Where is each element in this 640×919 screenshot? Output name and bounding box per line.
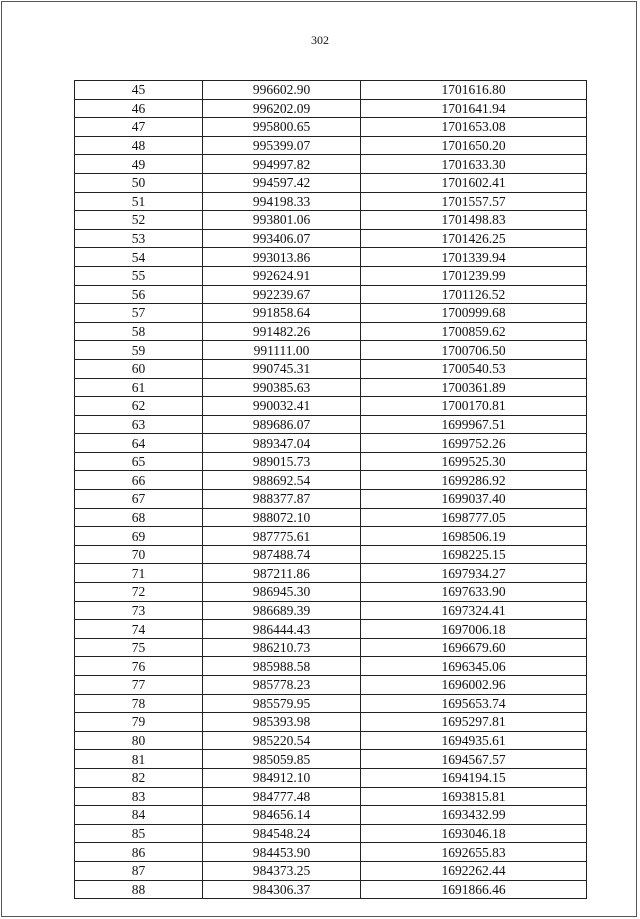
table-row	[75, 564, 587, 583]
y-coordinate-cell: 1693432.99	[361, 806, 587, 825]
x-coordinate-cell: 993801.06	[203, 211, 361, 230]
table-row	[75, 266, 587, 285]
table-row	[75, 787, 587, 806]
point-number-cell: 60	[75, 359, 203, 378]
x-coordinate-cell: 986210.73	[203, 638, 361, 657]
point-number-cell: 68	[75, 508, 203, 527]
table-row	[75, 304, 587, 323]
table-row	[75, 452, 587, 471]
point-number-cell: 62	[75, 397, 203, 416]
x-coordinate-cell: 989686.07	[203, 415, 361, 434]
table-row	[75, 471, 587, 490]
x-coordinate-cell: 984656.14	[203, 806, 361, 825]
point-number-cell: 51	[75, 192, 203, 211]
y-coordinate-cell: 1691866.46	[361, 880, 587, 899]
table-row	[75, 211, 587, 230]
table-row	[75, 527, 587, 546]
table-row	[75, 694, 587, 713]
x-coordinate-cell: 996202.09	[203, 99, 361, 118]
y-coordinate-cell: 1701339.94	[361, 248, 587, 267]
table-row	[75, 657, 587, 676]
table-row	[75, 620, 587, 639]
x-coordinate-cell: 985393.98	[203, 713, 361, 732]
x-coordinate-cell: 985579.95	[203, 694, 361, 713]
point-number-cell: 57	[75, 304, 203, 323]
x-coordinate-cell: 985059.85	[203, 750, 361, 769]
point-number-cell: 74	[75, 620, 203, 639]
point-number-cell: 81	[75, 750, 203, 769]
table-row	[75, 81, 587, 100]
point-number-cell: 69	[75, 527, 203, 546]
y-coordinate-cell: 1698225.15	[361, 545, 587, 564]
x-coordinate-cell: 992239.67	[203, 285, 361, 304]
x-coordinate-cell: 996602.90	[203, 81, 361, 100]
table-row	[75, 768, 587, 787]
x-coordinate-cell: 985988.58	[203, 657, 361, 676]
y-coordinate-cell: 1695653.74	[361, 694, 587, 713]
y-coordinate-cell: 1697006.18	[361, 620, 587, 639]
table-row	[75, 713, 587, 732]
coordinates-table-body	[75, 81, 587, 899]
y-coordinate-cell: 1699037.40	[361, 490, 587, 509]
point-number-cell: 65	[75, 452, 203, 471]
x-coordinate-cell: 991111.00	[203, 341, 361, 360]
table-row	[75, 731, 587, 750]
table-row	[75, 861, 587, 880]
point-number-cell: 59	[75, 341, 203, 360]
y-coordinate-cell: 1692262.44	[361, 861, 587, 880]
point-number-cell: 73	[75, 601, 203, 620]
x-coordinate-cell: 992624.91	[203, 266, 361, 285]
table-row	[75, 229, 587, 248]
x-coordinate-cell: 995800.65	[203, 118, 361, 137]
y-coordinate-cell: 1699967.51	[361, 415, 587, 434]
x-coordinate-cell: 990745.31	[203, 359, 361, 378]
y-coordinate-cell: 1701498.83	[361, 211, 587, 230]
point-number-cell: 77	[75, 676, 203, 695]
y-coordinate-cell: 1696002.96	[361, 676, 587, 695]
x-coordinate-cell: 990032.41	[203, 397, 361, 416]
point-number-cell: 82	[75, 768, 203, 787]
page-number: 302	[311, 33, 329, 47]
table-row	[75, 173, 587, 192]
point-number-cell: 48	[75, 136, 203, 155]
point-number-cell: 50	[75, 173, 203, 192]
point-number-cell: 56	[75, 285, 203, 304]
x-coordinate-cell: 984912.10	[203, 768, 361, 787]
point-number-cell: 63	[75, 415, 203, 434]
coordinates-table	[74, 80, 587, 899]
y-coordinate-cell: 1694194.15	[361, 768, 587, 787]
point-number-cell: 88	[75, 880, 203, 899]
x-coordinate-cell: 987775.61	[203, 527, 361, 546]
point-number-cell: 71	[75, 564, 203, 583]
y-coordinate-cell: 1701426.25	[361, 229, 587, 248]
point-number-cell: 79	[75, 713, 203, 732]
table-row	[75, 545, 587, 564]
y-coordinate-cell: 1701633.30	[361, 155, 587, 174]
point-number-cell: 61	[75, 378, 203, 397]
x-coordinate-cell: 990385.63	[203, 378, 361, 397]
point-number-cell: 78	[75, 694, 203, 713]
table-row	[75, 248, 587, 267]
x-coordinate-cell: 984548.24	[203, 824, 361, 843]
point-number-cell: 86	[75, 843, 203, 862]
x-coordinate-cell: 989347.04	[203, 434, 361, 453]
x-coordinate-cell: 994198.33	[203, 192, 361, 211]
point-number-cell: 53	[75, 229, 203, 248]
table-row	[75, 155, 587, 174]
y-coordinate-cell: 1699286.92	[361, 471, 587, 490]
table-row	[75, 750, 587, 769]
table-row	[75, 341, 587, 360]
y-coordinate-cell: 1700170.81	[361, 397, 587, 416]
x-coordinate-cell: 993406.07	[203, 229, 361, 248]
y-coordinate-cell: 1701239.99	[361, 266, 587, 285]
point-number-cell: 52	[75, 211, 203, 230]
y-coordinate-cell: 1698506.19	[361, 527, 587, 546]
point-number-cell: 45	[75, 81, 203, 100]
x-coordinate-cell: 984306.37	[203, 880, 361, 899]
point-number-cell: 70	[75, 545, 203, 564]
point-number-cell: 72	[75, 583, 203, 602]
x-coordinate-cell: 986945.30	[203, 583, 361, 602]
x-coordinate-cell: 984373.25	[203, 861, 361, 880]
table-row	[75, 490, 587, 509]
x-coordinate-cell: 991858.64	[203, 304, 361, 323]
x-coordinate-cell: 991482.26	[203, 322, 361, 341]
y-coordinate-cell: 1695297.81	[361, 713, 587, 732]
point-number-cell: 58	[75, 322, 203, 341]
point-number-cell: 76	[75, 657, 203, 676]
table-row	[75, 880, 587, 899]
x-coordinate-cell: 986444.43	[203, 620, 361, 639]
point-number-cell: 83	[75, 787, 203, 806]
table-row	[75, 601, 587, 620]
y-coordinate-cell: 1700361.89	[361, 378, 587, 397]
point-number-cell: 49	[75, 155, 203, 174]
table-row	[75, 843, 587, 862]
point-number-cell: 66	[75, 471, 203, 490]
y-coordinate-cell: 1696345.06	[361, 657, 587, 676]
table-row	[75, 322, 587, 341]
y-coordinate-cell: 1701602.41	[361, 173, 587, 192]
y-coordinate-cell: 1694935.61	[361, 731, 587, 750]
x-coordinate-cell: 984453.90	[203, 843, 361, 862]
x-coordinate-cell: 993013.86	[203, 248, 361, 267]
y-coordinate-cell: 1700999.68	[361, 304, 587, 323]
table-row	[75, 434, 587, 453]
table-row	[75, 415, 587, 434]
x-coordinate-cell: 994597.42	[203, 173, 361, 192]
y-coordinate-cell: 1699525.30	[361, 452, 587, 471]
y-coordinate-cell: 1697934.27	[361, 564, 587, 583]
table-row	[75, 136, 587, 155]
table-row	[75, 378, 587, 397]
y-coordinate-cell: 1692655.83	[361, 843, 587, 862]
point-number-cell: 67	[75, 490, 203, 509]
x-coordinate-cell: 988692.54	[203, 471, 361, 490]
y-coordinate-cell: 1700540.53	[361, 359, 587, 378]
x-coordinate-cell: 989015.73	[203, 452, 361, 471]
y-coordinate-cell: 1699752.26	[361, 434, 587, 453]
point-number-cell: 84	[75, 806, 203, 825]
table-row	[75, 359, 587, 378]
y-coordinate-cell: 1701653.08	[361, 118, 587, 137]
table-row	[75, 806, 587, 825]
y-coordinate-cell: 1701557.57	[361, 192, 587, 211]
point-number-cell: 75	[75, 638, 203, 657]
y-coordinate-cell: 1693815.81	[361, 787, 587, 806]
x-coordinate-cell: 986689.39	[203, 601, 361, 620]
y-coordinate-cell: 1696679.60	[361, 638, 587, 657]
y-coordinate-cell: 1701650.20	[361, 136, 587, 155]
y-coordinate-cell: 1697633.90	[361, 583, 587, 602]
y-coordinate-cell: 1700859.62	[361, 322, 587, 341]
table-row	[75, 824, 587, 843]
table-row	[75, 676, 587, 695]
x-coordinate-cell: 987211.86	[203, 564, 361, 583]
point-number-cell: 46	[75, 99, 203, 118]
point-number-cell: 85	[75, 824, 203, 843]
y-coordinate-cell: 1698777.05	[361, 508, 587, 527]
table-row	[75, 397, 587, 416]
x-coordinate-cell: 988072.10	[203, 508, 361, 527]
y-coordinate-cell: 1701616.80	[361, 81, 587, 100]
y-coordinate-cell: 1700706.50	[361, 341, 587, 360]
y-coordinate-cell: 1701126.52	[361, 285, 587, 304]
point-number-cell: 80	[75, 731, 203, 750]
table-row	[75, 192, 587, 211]
point-number-cell: 64	[75, 434, 203, 453]
y-coordinate-cell: 1697324.41	[361, 601, 587, 620]
x-coordinate-cell: 988377.87	[203, 490, 361, 509]
x-coordinate-cell: 987488.74	[203, 545, 361, 564]
x-coordinate-cell: 984777.48	[203, 787, 361, 806]
point-number-cell: 47	[75, 118, 203, 137]
x-coordinate-cell: 985220.54	[203, 731, 361, 750]
y-coordinate-cell: 1694567.57	[361, 750, 587, 769]
point-number-cell: 55	[75, 266, 203, 285]
table-row	[75, 285, 587, 304]
table-row	[75, 583, 587, 602]
table-row	[75, 99, 587, 118]
x-coordinate-cell: 995399.07	[203, 136, 361, 155]
x-coordinate-cell: 985778.23	[203, 676, 361, 695]
table-row	[75, 508, 587, 527]
y-coordinate-cell: 1701641.94	[361, 99, 587, 118]
point-number-cell: 54	[75, 248, 203, 267]
point-number-cell: 87	[75, 861, 203, 880]
table-row	[75, 638, 587, 657]
x-coordinate-cell: 994997.82	[203, 155, 361, 174]
y-coordinate-cell: 1693046.18	[361, 824, 587, 843]
table-row	[75, 118, 587, 137]
